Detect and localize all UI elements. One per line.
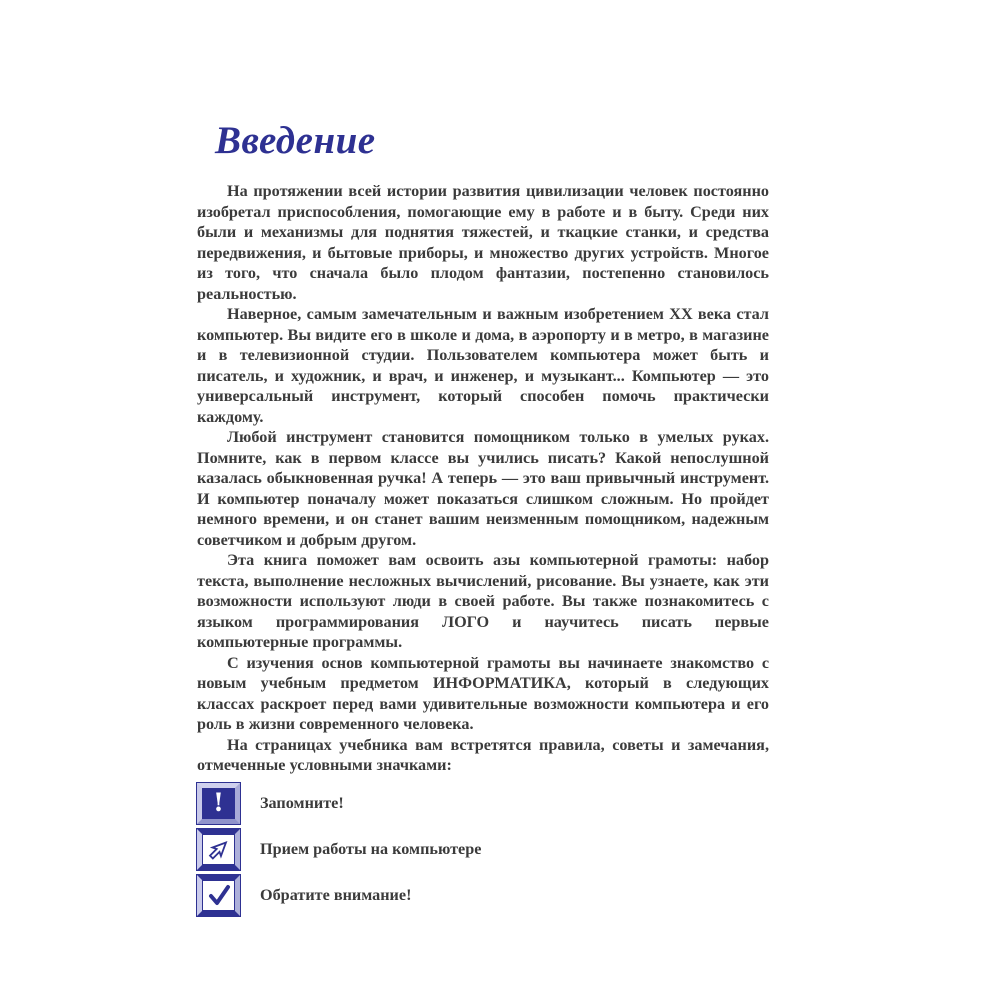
paragraph-5: С изучения основ компьютерной грамоты вы начинаете знакомство с новым учебным предметом ИНФОРМАТИКА, который в следующих классах раскроет перед вами удивительные возможности компьютера и его роль в жизни современного человека. xyxy=(197,653,769,733)
paragraph-6: На страницах учебника вам встретятся правила, советы и замечания, отмеченные условными значками: xyxy=(197,735,769,774)
paragraph-1: На протяжении всей истории развития цивилизации человек постоянно изобретал приспособления, помогающие ему в работе и в быту. Среди них были и механизмы для поднятия тяжестей, и ткацкие станки, и средства передвижения, и бытовые приборы, и множество других устройств. Многое из того, что сначала было плодом фантазии, постепенно становилось реальностью. xyxy=(197,182,769,303)
exclamation-glyph: ! xyxy=(213,787,224,817)
paragraph-4: Эта книга поможет вам освоить азы компьютерной грамоты: набор текста, выполнение несложных вычислений, рисование. Вы узнаете, как эти возможности используют люди в своей работе. Вы также познакомитесь с языком программирования ЛОГО и научитесь писать первые компьютерные программы. xyxy=(197,551,769,651)
legend-row-remember xyxy=(197,783,769,824)
legend-label: Прием работы на компьютере xyxy=(260,839,482,858)
page-content xyxy=(197,118,769,921)
legend-row-technique xyxy=(197,829,769,870)
paragraph-2: Наверное, самым замечательным и важным изобретением XX века стал компьютер. Вы видите его в школе и дома, в аэропорту и в метро, в магазине и в телевизионной студии. Пользователем компьютера может быть и писатель, и художник, и врач, и инженер, и музыкант... Компьютер — это универсальный инструмент, который способен помочь практически каждому. xyxy=(197,305,769,426)
legend-label: Обратите внимание! xyxy=(260,885,412,904)
legend xyxy=(197,783,769,916)
cursor-arrow-frame xyxy=(202,834,235,865)
checkmark-frame xyxy=(202,880,235,911)
legend-row-attention xyxy=(197,875,769,916)
cursor-arrow-icon xyxy=(197,829,240,870)
checkmark-glyph xyxy=(205,882,233,908)
checkmark-icon xyxy=(197,875,240,916)
page-title: Введение xyxy=(215,119,376,162)
intro-text xyxy=(197,181,769,776)
cursor-arrow-glyph xyxy=(205,836,233,862)
paragraph-3: Любой инструмент становится помощником только в умелых руках. Помните, как в первом классе вы учились писать? Какой непослушной казалась обыкновенная ручка! А теперь — это ваш привычный инструмент. И компьютер поначалу может показаться слишком сложным. Но пройдет немного времени, и он станет вашим неизменным помощником, надежным советчиком и добрым другом. xyxy=(197,428,769,549)
legend-label: Запомните! xyxy=(260,793,344,812)
exclamation-icon xyxy=(197,783,240,824)
